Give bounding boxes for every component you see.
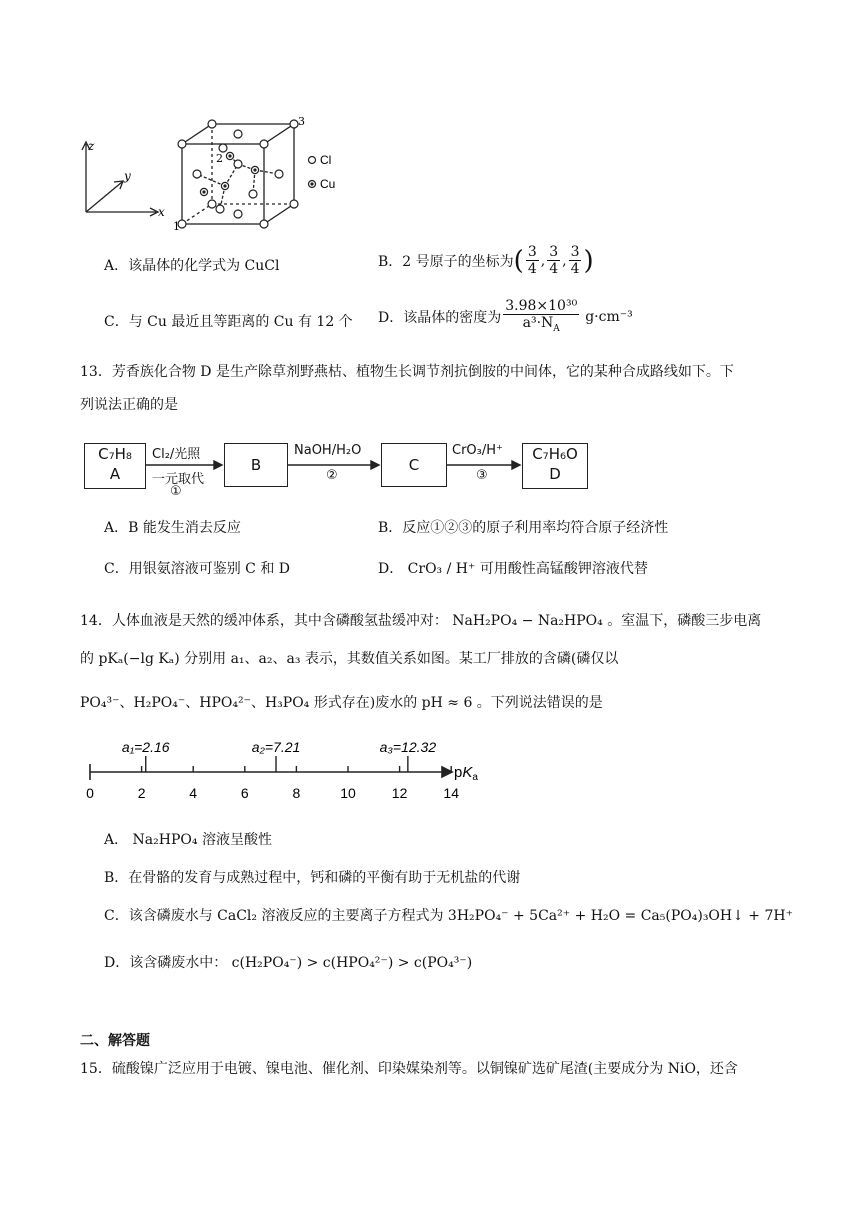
q14-option-b: B．在骨骼的发育与成熟过程中，钙和磷的平衡有助于无机盐的代谢 [104, 870, 521, 886]
q14-option-d: D．该含磷废水中： c(H₂PO₄⁻) > c(HPO₄²⁻) > c(PO₄³⁻) [104, 955, 473, 971]
pka-number-line [80, 730, 520, 810]
axis-tick-label: 12 [391, 785, 408, 801]
q14-option-a: A． Na₂HPO₄ 溶液呈酸性 [104, 832, 272, 848]
q14-stem-line2: 的 pKₐ(−lg Kₐ) 分别用 a₁、a₂、a₃ 表示，其数值关系如图。某工厂排放的含磷(磷仅以 [80, 651, 619, 667]
atom-label-1: 1 [173, 220, 180, 233]
axis-tick-label: 14 [443, 785, 459, 801]
flow-box-d: C₇H₆O D [522, 443, 588, 489]
q12-option-b: B．2 号原子的坐标为 ( $\frac{3}{4}$ , $\frac{3}{4}$ , $\frac{3}{4}$ ) [378, 244, 594, 277]
legend-cl: Cl [320, 153, 332, 167]
pka-label-a3: a₃=12.32 [379, 739, 437, 755]
arrow2-step-number: ② [326, 468, 338, 483]
arrow1-step-number: ① [170, 484, 182, 499]
fraction: $\frac{3}{4}$ [527, 244, 537, 277]
axis-tick-label: 10 [340, 785, 356, 801]
q13-stem-line2: 列说法正确的是 [80, 397, 178, 413]
axis-unit-label: $pK_a$ [454, 764, 478, 783]
flow-box-b: B [224, 443, 288, 487]
arrow1-top-label: Cl₂/光照 [152, 447, 201, 462]
legend-cu: Cu [320, 177, 336, 191]
q14-option-c: C．该含磷废水与 CaCl₂ 溶液反应的主要离子方程式为 3H₂PO₄⁻ + 5Ca²⁺ + H₂O = Ca₅(PO₄)₃OH↓ + 7H⁺ [104, 908, 793, 924]
q15-stem: 15．硫酸镍广泛应用于电镀、镍电池、催化剂、印染媒染剂等。以铜镍矿选矿尾渣(主要成分为 NiO，还含 [80, 1061, 738, 1077]
pka-label-a2: a₂=7.21 [251, 739, 301, 755]
q14-stem-line1: 14．人体血液是天然的缓冲体系，其中含磷酸氢盐缓冲对： NaH₂PO₄ − Na₂HPO₄ 。室温下，磷酸三步电离 [80, 613, 762, 629]
axis-tick-label: 4 [189, 785, 198, 801]
arrow3-step-number: ③ [476, 468, 488, 483]
q12-option-d-text: D．该晶体的密度为 [378, 310, 502, 327]
flow-arrows [0, 0, 860, 520]
atom-label-2: 2 [216, 152, 223, 165]
section-title: 二、解答题 [80, 1033, 150, 1049]
fraction: $\frac{3}{4}$ [570, 244, 580, 277]
q12-option-a: A．该晶体的化学式为 CuCl [104, 258, 280, 274]
atom-label-3: 3 [298, 115, 305, 128]
fraction: $\frac{3}{4}$ [549, 244, 559, 277]
q13-option-d: D． CrO₃ / H⁺ 可用酸性高锰酸钾溶液代替 [378, 561, 648, 577]
flow-box-a: C₇H₈ A [84, 443, 146, 489]
arrow3-top-label: CrO₃/H⁺ [452, 443, 503, 458]
q12-option-b-text: B．2 号原子的坐标为 [378, 253, 514, 270]
axis-y-label: y [124, 169, 131, 183]
density-fraction: $\frac{\text{3.98×10³⁰}}{a^3\cdot N_A}$ [505, 298, 578, 334]
arrow1-bottom-label: 一元取代 [152, 472, 205, 487]
arrow2-top-label: NaOH/H₂O [294, 443, 362, 458]
axis-tick-label: 8 [292, 785, 301, 801]
q14-stem-line3: PO₄³⁻、H₂PO₄⁻、HPO₄²⁻、H₃PO₄ 形式存在)废水的 pH ≈ 6 。下列说法错误的是 [80, 695, 603, 711]
q12-option-c: C．与 Cu 最近且等距离的 Cu 有 12 个 [104, 314, 353, 330]
q13-option-a: A．B 能发生消去反应 [104, 520, 241, 536]
q13-option-c: C．用银氨溶液可鉴别 C 和 D [104, 561, 290, 577]
q13-stem-line1: 13．芳香族化合物 D 是生产除草剂野燕枯、植物生长调节剂抗倒胺的中间体，它的某种合成路线如下。下 [80, 364, 734, 380]
axis-z-label: z [88, 139, 95, 153]
axis-tick-label: 0 [86, 785, 94, 801]
density-unit: g·cm⁻³ [585, 309, 633, 326]
axis-tick-label: 2 [137, 785, 146, 801]
q13-option-b: B．反应①②③的原子利用率均符合原子经济性 [378, 520, 669, 536]
axis-x-label: x [158, 205, 165, 219]
flow-box-c: C [381, 443, 447, 487]
axis-tick-label: 6 [240, 785, 249, 801]
pka-label-a1: a₁=2.16 [121, 739, 170, 755]
